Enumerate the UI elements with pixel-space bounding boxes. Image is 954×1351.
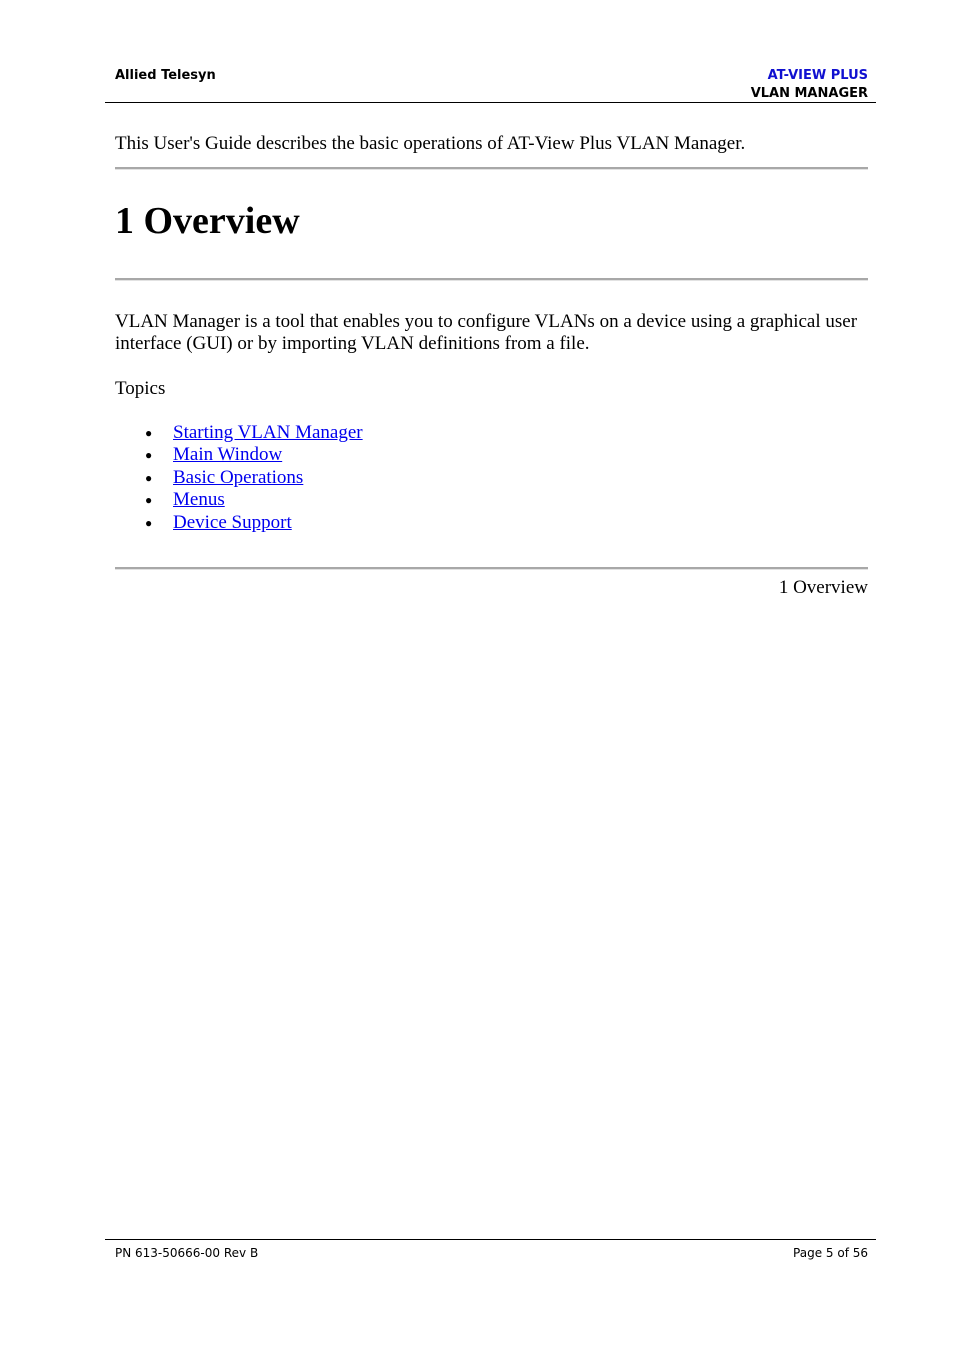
module-name: VLAN MANAGER bbox=[750, 86, 868, 101]
divider-top bbox=[115, 167, 868, 170]
list-item bbox=[145, 467, 363, 489]
list-item bbox=[145, 444, 363, 466]
company-name: Allied Telesyn bbox=[115, 68, 216, 83]
section-heading: 1 Overview bbox=[115, 200, 300, 242]
link-basic-operations[interactable]: Basic Operations bbox=[173, 466, 304, 488]
section-footer-label: 1 Overview bbox=[778, 577, 868, 598]
list-item bbox=[145, 489, 363, 511]
bullet-icon: ● bbox=[145, 448, 153, 463]
page-number: Page 5 of 56 bbox=[793, 1246, 868, 1260]
topics-label: Topics bbox=[115, 378, 166, 399]
topics-list bbox=[145, 422, 363, 534]
page-footer bbox=[105, 1239, 876, 1264]
link-device-support[interactable]: Device Support bbox=[173, 511, 292, 533]
link-main-window[interactable]: Main Window bbox=[173, 444, 283, 466]
link-menus[interactable]: Menus bbox=[173, 489, 225, 511]
overview-paragraph: VLAN Manager is a tool that enables you to configure VLANs on a device using a graphical user interface (GUI) or by importing VLAN definitions from a file. bbox=[115, 311, 858, 354]
intro-text: This User's Guide describes the basic operations of AT-View Plus VLAN Manager. bbox=[115, 133, 746, 154]
divider-heading bbox=[115, 278, 868, 281]
bullet-icon: ● bbox=[145, 515, 153, 530]
bullet-icon: ● bbox=[145, 493, 153, 508]
part-number: PN 613-50666-00 Rev B bbox=[115, 1246, 259, 1260]
product-name: AT-VIEW PLUS bbox=[767, 68, 868, 83]
divider-bottom bbox=[115, 567, 868, 570]
page-header bbox=[105, 64, 876, 103]
bullet-icon: ● bbox=[145, 470, 153, 485]
bullet-icon: ● bbox=[145, 426, 153, 440]
list-item bbox=[145, 512, 363, 534]
link-starting-vlan-manager[interactable]: Starting VLAN Manager bbox=[173, 422, 363, 443]
list-item bbox=[145, 422, 363, 444]
